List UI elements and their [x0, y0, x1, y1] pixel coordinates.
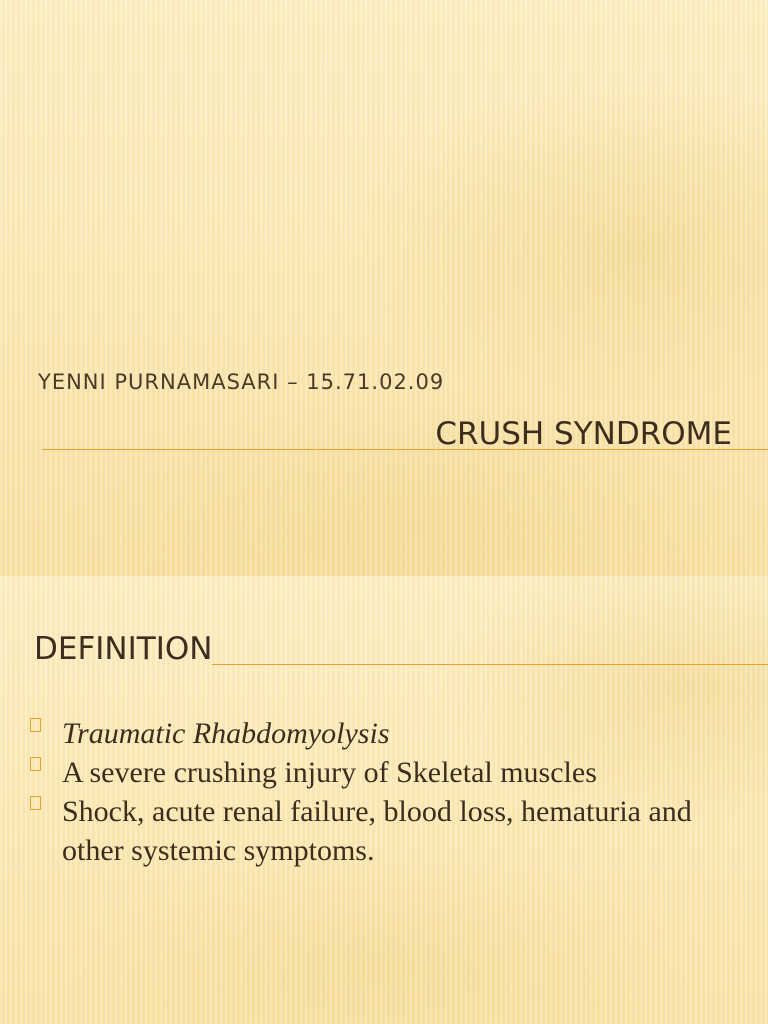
bullet-marker-icon	[30, 757, 41, 771]
bullet-text: Traumatic Rhabdomyolysis	[62, 717, 390, 750]
bullet-marker-icon	[30, 718, 41, 732]
bullet-item	[28, 714, 738, 753]
bullet-text: A severe crushing injury of Skeletal muscles	[62, 756, 597, 789]
slide-title: CRUSH SYNDROME	[435, 416, 732, 452]
bullet-item	[28, 753, 738, 792]
definition-slide	[0, 576, 768, 1024]
bullet-marker-icon	[30, 796, 41, 810]
slide-subtitle: YENNI PURNAMASARI – 15.71.02.09	[38, 370, 445, 394]
bullet-item	[28, 792, 738, 870]
heading-divider	[212, 664, 768, 665]
bullet-list	[28, 714, 738, 870]
bullet-text: Shock, acute renal failure, blood loss, hematuria and other systemic symptoms.	[62, 795, 692, 867]
definition-heading: DEFINITION	[34, 631, 213, 667]
